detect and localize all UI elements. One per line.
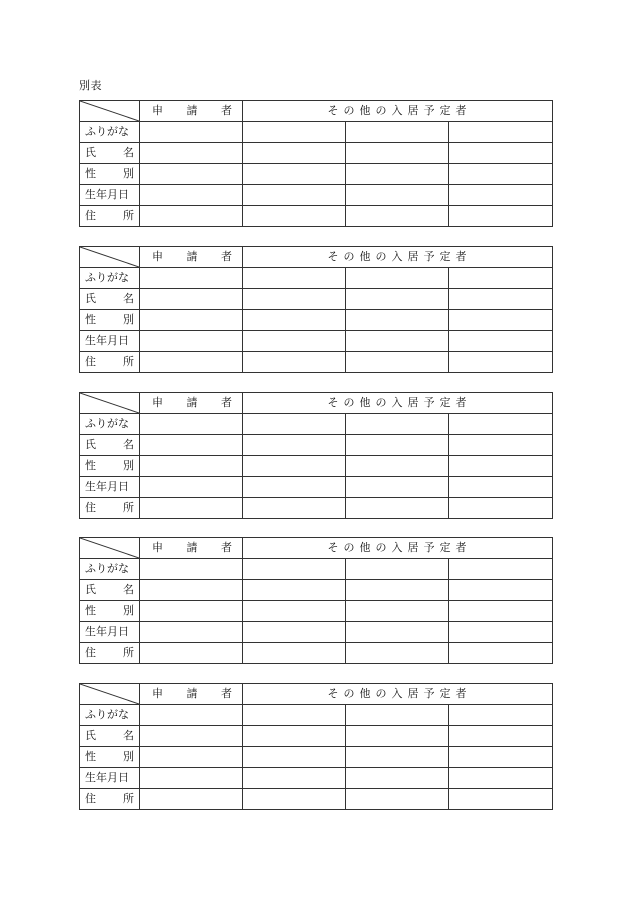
resident-2-birthdate-cell[interactable] (346, 185, 449, 206)
resident-2-address-cell[interactable] (346, 352, 449, 373)
row-label-char: 所 (123, 355, 134, 368)
row-label-char: ふりがな (85, 417, 129, 430)
row-label-char: 氏 (85, 583, 96, 596)
row-label-char: 住 (85, 792, 96, 805)
form-table (79, 392, 553, 519)
applicant-address-cell[interactable] (140, 206, 243, 227)
header-row (80, 393, 553, 414)
row-label-char: 生年月日 (85, 334, 129, 347)
other-residents-header: その他の入居予定者 (243, 247, 553, 268)
row-label-text (85, 335, 134, 347)
resident-2-name-cell[interactable] (346, 726, 449, 747)
applicant-name-cell[interactable] (140, 435, 243, 456)
row-label-char: 生年月日 (85, 480, 129, 493)
row-label-char: 別 (123, 313, 134, 326)
resident-3-address-cell[interactable] (449, 206, 553, 227)
resident-2-sex-cell[interactable] (346, 456, 449, 477)
row-label-char: 住 (85, 355, 96, 368)
applicant-address-cell[interactable] (140, 789, 243, 810)
row-label-birthdate (80, 185, 140, 206)
row-label-char: 住 (85, 209, 96, 222)
resident-2-furigana-cell[interactable] (346, 414, 449, 435)
row-label-furigana (80, 122, 140, 143)
applicant-header-label (152, 542, 232, 554)
row-label-text (85, 126, 134, 138)
resident-3-birthdate-cell[interactable] (449, 622, 553, 643)
row-label-name (80, 580, 140, 601)
resident-3-address-cell[interactable] (449, 789, 553, 810)
table-row-sex (80, 456, 553, 477)
resident-1-sex-cell[interactable] (243, 747, 346, 768)
row-label-char: 所 (123, 209, 134, 222)
applicant-header-label (152, 105, 232, 117)
row-label-sex (80, 310, 140, 331)
diagonal-corner-cell (80, 538, 140, 559)
diagonal-line (80, 101, 139, 121)
row-label-text (85, 418, 134, 430)
row-label-char: 性 (85, 750, 96, 763)
table-row-name (80, 580, 553, 601)
applicant-header-char: 者 (221, 541, 232, 554)
row-label-birthdate (80, 477, 140, 498)
resident-2-name-cell[interactable] (346, 435, 449, 456)
diagonal-corner-cell (80, 101, 140, 122)
applicant-name-cell[interactable] (140, 580, 243, 601)
row-label-birthdate (80, 331, 140, 352)
resident-1-birthdate-cell[interactable] (243, 185, 346, 206)
diagonal-line (80, 684, 139, 704)
table-row-sex (80, 164, 553, 185)
diagonal-corner-cell (80, 684, 140, 705)
row-label-name (80, 435, 140, 456)
resident-1-address-cell[interactable] (243, 498, 346, 519)
table-row-birthdate (80, 768, 553, 789)
applicant-birthdate-cell[interactable] (140, 185, 243, 206)
resident-1-furigana-cell[interactable] (243, 559, 346, 580)
table-row-furigana (80, 705, 553, 726)
row-label-text (85, 168, 134, 180)
resident-1-furigana-cell[interactable] (243, 268, 346, 289)
row-label-char: 所 (123, 792, 134, 805)
resident-1-birthdate-cell[interactable] (243, 768, 346, 789)
row-label-text (85, 626, 134, 638)
table-row-furigana (80, 414, 553, 435)
row-label-sex (80, 164, 140, 185)
row-label-char: 生年月日 (85, 771, 129, 784)
applicant-header (140, 101, 243, 122)
applicant-address-cell[interactable] (140, 352, 243, 373)
row-label-name (80, 726, 140, 747)
resident-2-sex-cell[interactable] (346, 164, 449, 185)
resident-3-birthdate-cell[interactable] (449, 477, 553, 498)
applicant-header (140, 684, 243, 705)
table-row-address (80, 352, 553, 373)
diagonal-corner-cell (80, 247, 140, 268)
applicant-header-char: 請 (186, 687, 198, 700)
other-residents-header: その他の入居予定者 (243, 684, 553, 705)
applicant-header-label (152, 688, 232, 700)
form-table (79, 100, 553, 227)
table-row-name (80, 143, 553, 164)
resident-3-address-cell[interactable] (449, 643, 553, 664)
resident-1-name-cell[interactable] (243, 143, 346, 164)
row-label-char: 所 (123, 646, 134, 659)
row-label-char: ふりがな (85, 562, 129, 575)
row-label-char: 別 (123, 604, 134, 617)
applicant-header-char: 請 (186, 541, 198, 554)
applicant-birthdate-cell[interactable] (140, 331, 243, 352)
row-label-char: 住 (85, 646, 96, 659)
resident-2-address-cell[interactable] (346, 206, 449, 227)
row-label-text (85, 189, 134, 201)
row-label-furigana (80, 559, 140, 580)
row-label-char: ふりがな (85, 271, 129, 284)
row-label-char: 生年月日 (85, 188, 129, 201)
row-label-char: 氏 (85, 292, 96, 305)
table-row-sex (80, 747, 553, 768)
row-label-text (85, 793, 134, 805)
resident-2-birthdate-cell[interactable] (346, 477, 449, 498)
diagonal-corner-cell (80, 393, 140, 414)
applicant-header (140, 247, 243, 268)
resident-3-furigana-cell[interactable] (449, 559, 553, 580)
table-row-address (80, 206, 553, 227)
row-label-char: 氏 (85, 146, 96, 159)
row-label-text (85, 314, 134, 326)
applicant-furigana-cell[interactable] (140, 268, 243, 289)
resident-1-birthdate-cell[interactable] (243, 622, 346, 643)
applicant-name-cell[interactable] (140, 726, 243, 747)
table-row-address (80, 643, 553, 664)
applicant-furigana-cell[interactable] (140, 705, 243, 726)
applicant-header-char: 申 (152, 396, 163, 409)
applicant-name-cell[interactable] (140, 289, 243, 310)
other-residents-header: その他の入居予定者 (243, 393, 553, 414)
resident-1-birthdate-cell[interactable] (243, 331, 346, 352)
applicant-birthdate-cell[interactable] (140, 477, 243, 498)
page-title: 別表 (79, 79, 102, 92)
row-label-address (80, 498, 140, 519)
resident-3-furigana-cell[interactable] (449, 268, 553, 289)
form-table (79, 537, 553, 664)
row-label-char: 性 (85, 604, 96, 617)
row-label-text (85, 481, 134, 493)
diagonal-line (80, 247, 139, 267)
resident-2-birthdate-cell[interactable] (346, 622, 449, 643)
applicant-header (140, 393, 243, 414)
resident-1-name-cell[interactable] (243, 580, 346, 601)
row-label-char: 名 (123, 292, 134, 305)
table-row-furigana (80, 122, 553, 143)
resident-3-name-cell[interactable] (449, 289, 553, 310)
row-label-text (85, 751, 134, 763)
table-row-furigana (80, 559, 553, 580)
applicant-birthdate-cell[interactable] (140, 622, 243, 643)
row-label-text (85, 772, 134, 784)
row-label-char: 名 (123, 146, 134, 159)
applicant-header-char: 請 (186, 250, 198, 263)
applicant-furigana-cell[interactable] (140, 122, 243, 143)
table-row-address (80, 498, 553, 519)
applicant-sex-cell[interactable] (140, 601, 243, 622)
resident-2-furigana-cell[interactable] (346, 705, 449, 726)
resident-2-sex-cell[interactable] (346, 310, 449, 331)
row-label-text (85, 584, 134, 596)
resident-3-furigana-cell[interactable] (449, 122, 553, 143)
resident-3-sex-cell[interactable] (449, 310, 553, 331)
row-label-address (80, 643, 140, 664)
row-label-address (80, 789, 140, 810)
resident-1-furigana-cell[interactable] (243, 414, 346, 435)
row-label-char: 氏 (85, 438, 96, 451)
row-label-char: 別 (123, 750, 134, 763)
applicant-header-char: 申 (152, 541, 163, 554)
resident-1-address-cell[interactable] (243, 206, 346, 227)
resident-3-furigana-cell[interactable] (449, 414, 553, 435)
applicant-header-char: 申 (152, 104, 163, 117)
row-label-char: 氏 (85, 729, 96, 742)
row-label-char: 所 (123, 501, 134, 514)
applicant-header-label (152, 251, 232, 263)
row-label-char: 別 (123, 459, 134, 472)
row-label-char: 性 (85, 459, 96, 472)
resident-3-birthdate-cell[interactable] (449, 331, 553, 352)
diagonal-line (80, 538, 139, 558)
resident-2-sex-cell[interactable] (346, 601, 449, 622)
table-row-name (80, 435, 553, 456)
resident-2-name-cell[interactable] (346, 580, 449, 601)
applicant-header-char: 申 (152, 687, 163, 700)
table-row-name (80, 289, 553, 310)
row-label-char: 名 (123, 729, 134, 742)
row-label-text (85, 147, 134, 159)
row-label-text (85, 605, 134, 617)
header-row (80, 538, 553, 559)
applicant-header-char: 請 (186, 396, 198, 409)
resident-1-sex-cell[interactable] (243, 601, 346, 622)
table-row-birthdate (80, 331, 553, 352)
row-label-char: 名 (123, 583, 134, 596)
table-row-sex (80, 310, 553, 331)
applicant-furigana-cell[interactable] (140, 414, 243, 435)
resident-3-address-cell[interactable] (449, 498, 553, 519)
resident-1-furigana-cell[interactable] (243, 122, 346, 143)
resident-3-sex-cell[interactable] (449, 456, 553, 477)
resident-2-name-cell[interactable] (346, 143, 449, 164)
row-label-char: 名 (123, 438, 134, 451)
resident-1-sex-cell[interactable] (243, 456, 346, 477)
applicant-header-char: 者 (221, 687, 232, 700)
resident-3-sex-cell[interactable] (449, 601, 553, 622)
applicant-header-char: 請 (186, 104, 198, 117)
applicant-header-char: 者 (221, 104, 232, 117)
applicant-header-char: 者 (221, 250, 232, 263)
row-label-text (85, 502, 134, 514)
resident-1-furigana-cell[interactable] (243, 705, 346, 726)
resident-3-birthdate-cell[interactable] (449, 185, 553, 206)
applicant-name-cell[interactable] (140, 143, 243, 164)
row-label-text (85, 563, 134, 575)
table-row-furigana (80, 268, 553, 289)
applicant-sex-cell[interactable] (140, 164, 243, 185)
row-label-address (80, 206, 140, 227)
row-label-sex (80, 456, 140, 477)
table-row-name (80, 726, 553, 747)
row-label-char: 性 (85, 167, 96, 180)
applicant-birthdate-cell[interactable] (140, 768, 243, 789)
row-label-text (85, 647, 134, 659)
resident-3-sex-cell[interactable] (449, 747, 553, 768)
other-residents-header: その他の入居予定者 (243, 538, 553, 559)
row-label-text (85, 293, 134, 305)
resident-3-name-cell[interactable] (449, 435, 553, 456)
row-label-birthdate (80, 622, 140, 643)
row-label-char: 別 (123, 167, 134, 180)
row-label-text (85, 730, 134, 742)
resident-1-sex-cell[interactable] (243, 310, 346, 331)
resident-1-address-cell[interactable] (243, 789, 346, 810)
table-row-address (80, 789, 553, 810)
row-label-birthdate (80, 768, 140, 789)
resident-2-address-cell[interactable] (346, 789, 449, 810)
header-row (80, 684, 553, 705)
applicant-header-char: 申 (152, 250, 163, 263)
resident-3-birthdate-cell[interactable] (449, 768, 553, 789)
row-label-char: 生年月日 (85, 625, 129, 638)
applicant-sex-cell[interactable] (140, 456, 243, 477)
resident-1-address-cell[interactable] (243, 643, 346, 664)
resident-3-name-cell[interactable] (449, 143, 553, 164)
table-row-birthdate (80, 622, 553, 643)
resident-3-furigana-cell[interactable] (449, 705, 553, 726)
resident-2-furigana-cell[interactable] (346, 268, 449, 289)
resident-1-address-cell[interactable] (243, 352, 346, 373)
applicant-header-label (152, 397, 232, 409)
row-label-text (85, 439, 134, 451)
resident-2-furigana-cell[interactable] (346, 559, 449, 580)
applicant-address-cell[interactable] (140, 498, 243, 519)
row-label-address (80, 352, 140, 373)
resident-2-furigana-cell[interactable] (346, 122, 449, 143)
header-row (80, 101, 553, 122)
applicant-sex-cell[interactable] (140, 747, 243, 768)
resident-1-name-cell[interactable] (243, 435, 346, 456)
form-table (79, 683, 553, 810)
row-label-text (85, 272, 134, 284)
resident-3-name-cell[interactable] (449, 726, 553, 747)
row-label-char: 住 (85, 501, 96, 514)
row-label-furigana (80, 268, 140, 289)
resident-2-address-cell[interactable] (346, 498, 449, 519)
resident-1-sex-cell[interactable] (243, 164, 346, 185)
row-label-text (85, 460, 134, 472)
row-label-char: 性 (85, 313, 96, 326)
row-label-sex (80, 747, 140, 768)
row-label-furigana (80, 705, 140, 726)
resident-1-name-cell[interactable] (243, 726, 346, 747)
row-label-name (80, 289, 140, 310)
resident-1-birthdate-cell[interactable] (243, 477, 346, 498)
resident-3-sex-cell[interactable] (449, 164, 553, 185)
resident-2-birthdate-cell[interactable] (346, 331, 449, 352)
table-row-birthdate (80, 477, 553, 498)
table-row-birthdate (80, 185, 553, 206)
applicant-sex-cell[interactable] (140, 310, 243, 331)
other-residents-header: その他の入居予定者 (243, 101, 553, 122)
applicant-furigana-cell[interactable] (140, 559, 243, 580)
row-label-text (85, 356, 134, 368)
resident-2-birthdate-cell[interactable] (346, 768, 449, 789)
resident-2-sex-cell[interactable] (346, 747, 449, 768)
row-label-char: ふりがな (85, 125, 129, 138)
diagonal-line (80, 393, 139, 413)
resident-3-address-cell[interactable] (449, 352, 553, 373)
resident-1-name-cell[interactable] (243, 289, 346, 310)
resident-3-name-cell[interactable] (449, 580, 553, 601)
row-label-furigana (80, 414, 140, 435)
applicant-header-char: 者 (221, 396, 232, 409)
row-label-sex (80, 601, 140, 622)
row-label-text (85, 709, 134, 721)
applicant-address-cell[interactable] (140, 643, 243, 664)
resident-2-name-cell[interactable] (346, 289, 449, 310)
form-table (79, 246, 553, 373)
row-label-name (80, 143, 140, 164)
applicant-header (140, 538, 243, 559)
resident-2-address-cell[interactable] (346, 643, 449, 664)
row-label-text (85, 210, 134, 222)
row-label-char: ふりがな (85, 708, 129, 721)
header-row (80, 247, 553, 268)
table-row-sex (80, 601, 553, 622)
